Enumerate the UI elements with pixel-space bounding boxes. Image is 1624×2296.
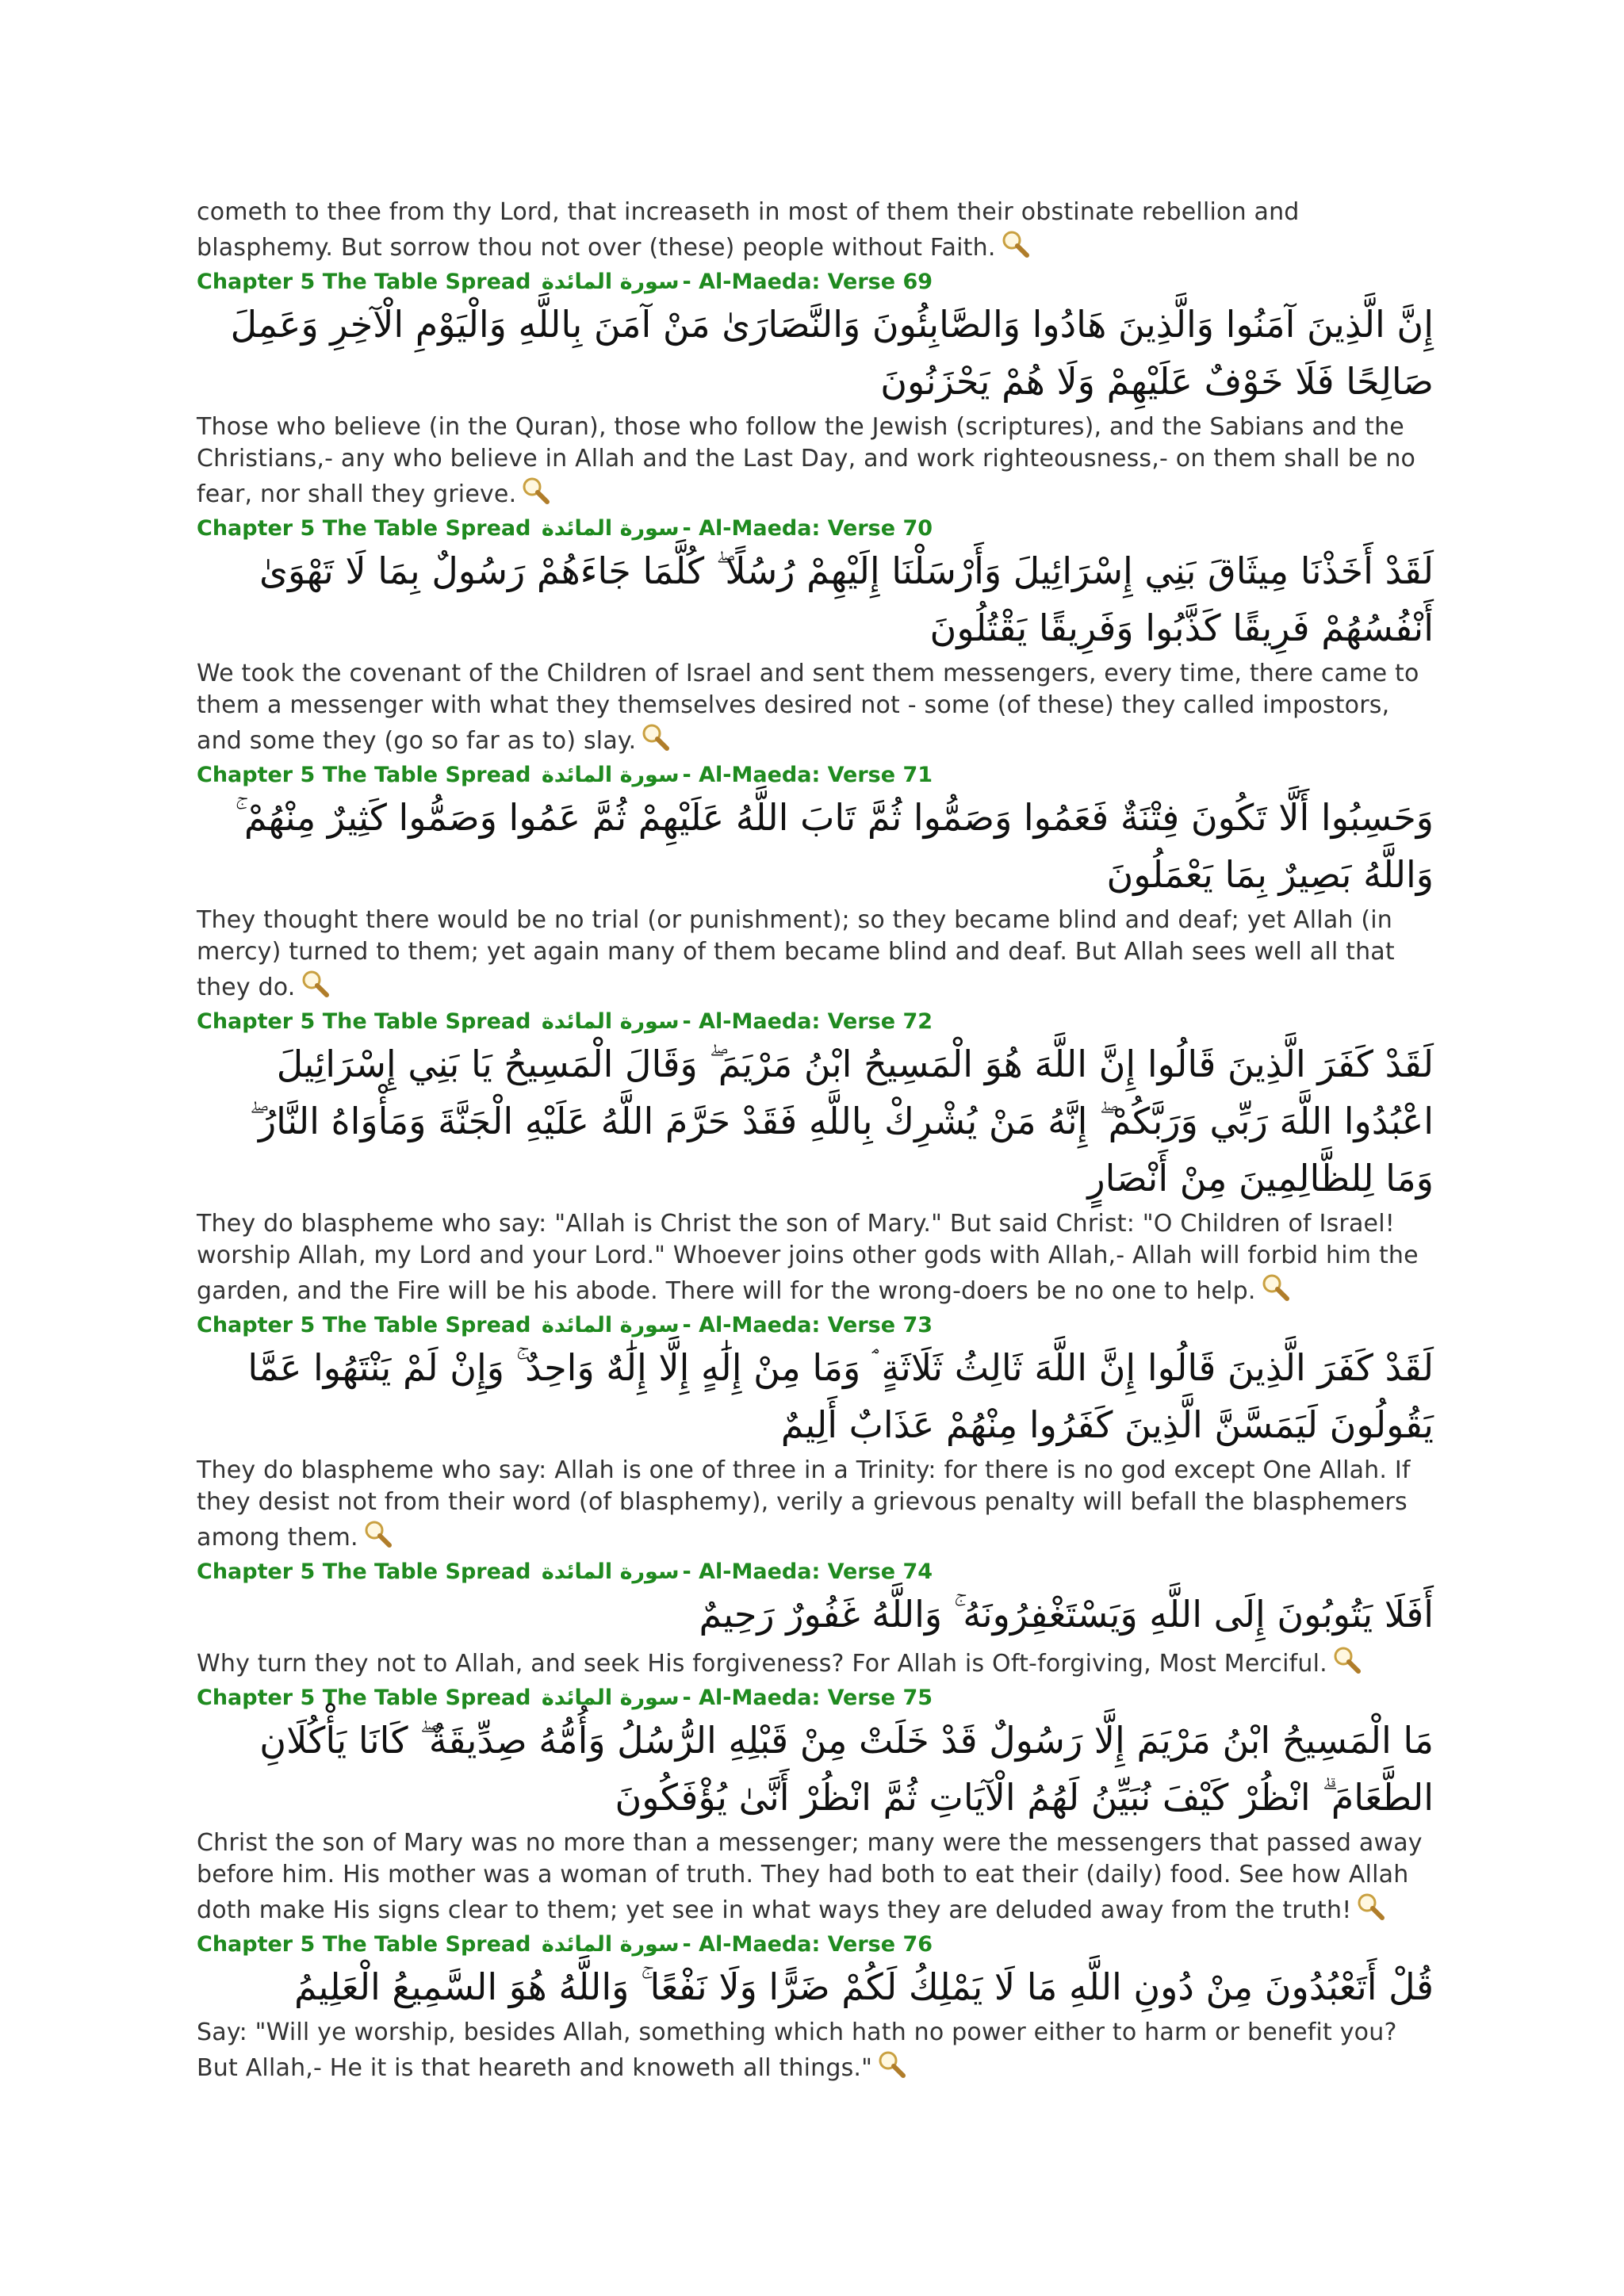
verse-header-surah-arabic: سورة المائدة — [541, 1009, 680, 1034]
translation-text: We took the covenant of the Children of Israel and sent them messengers, every time, there came to them a messenger with what they themselves desired not - some (of these) they called impostors, and some they (go so far as to) slay. — [197, 660, 1419, 755]
verse-translation — [197, 1644, 1434, 1680]
verse-76 — [197, 1933, 1434, 2084]
translation-text: Why turn they not to Allah, and seek His forgiveness? For Allah is Oft-forgiving, Most Merciful. — [197, 1650, 1327, 1678]
verse-header-verse: - Al-Maeda: Verse 70 — [682, 516, 933, 541]
verse-header-chapter: Chapter 5 The Table Spread — [197, 1313, 531, 1337]
translation-text: They do blaspheme who say: Allah is one of three in a Trinity: for there is no god except One Allah. If they desist not from their word (of blasphemy), verily a grievous penalty will befall the blasphemers among them. — [197, 1456, 1411, 1552]
translation-text: Those who believe (in the Quran), those who follow the Jewish (scriptures), and the Sabians and the Christians,- any who believe in Allah and the Last Day, and work righteousness,- on them shall be no fear, nor shall they grieve. — [197, 413, 1416, 508]
verse-arabic-text: لَقَدْ كَفَرَ الَّذِينَ قَالُوا إِنَّ اللَّهَ هُوَ الْمَسِيحُ ابْنُ مَرْيَمَ ۖ وَقَالَ الْمَسِيحُ يَا بَنِي إِسْرَائِيلَ اعْبُدُوا اللَّهَ رَبِّي وَرَبَّكُمْ ۖ إِنَّهُ مَنْ يُشْرِكْ بِاللَّهِ فَقَدْ حَرَّمَ اللَّهُ عَلَيْهِ الْجَنَّةَ وَمَأْوَاهُ النَّارُ ۖ وَمَا لِلظَّالِمِينَ مِنْ أَنْصَارٍ — [249, 1043, 1434, 1200]
lead-translation — [197, 197, 1434, 264]
verse-arabic-text: مَا الْمَسِيحُ ابْنُ مَرْيَمَ إِلَّا رَسُولٌ قَدْ خَلَتْ مِنْ قَبْلِهِ الرُّسُلُ وَأُمُّهُ صِدِّيقَةٌ ۖ كَانَا يَأْكُلَانِ الطَّعَامَ ۗ انْظُرْ كَيْفَ نُبَيِّنُ لَهُمُ الْآيَاتِ ثُمَّ انْظُرْ أَنَّىٰ يُؤْفَكُونَ — [259, 1719, 1434, 1819]
translation-text: They do blaspheme who say: "Allah is Christ the son of Mary." But said Christ: "O Children of Israel! worship Allah, my Lord and your Lord." Whoever joins other gods with Allah,- Allah will forbid him the garden, and the Fire will be his abode. There will for the wrong-doers be no one to help. — [197, 1210, 1419, 1305]
verse-72 — [197, 1010, 1434, 1307]
verse-71 — [197, 763, 1434, 1004]
translation-text: cometh to thee from thy Lord, that increaseth in most of them their obstinate rebellion and blasphemy. But sorrow thou not over (these) people without Faith. — [197, 198, 1300, 262]
verse-header-verse: - Al-Maeda: Verse 72 — [682, 1009, 933, 1034]
verse-70 — [197, 517, 1434, 757]
verse-69 — [197, 270, 1434, 511]
verse-header-chapter: Chapter 5 The Table Spread — [197, 763, 531, 787]
verse-translation — [197, 2017, 1434, 2084]
page-content — [197, 197, 1434, 2091]
translation-text: Christ the son of Mary was no more than a messenger; many were the messengers that passed away before him. His mother was a woman of truth. They had both to eat their (daily) food. See how Allah doth make His signs clear to them; yet see in what ways they are deluded away from the truth! — [197, 1829, 1423, 1924]
verse-header-verse: - Al-Maeda: Verse 73 — [682, 1313, 933, 1337]
magnifier-icon[interactable] — [1331, 1644, 1362, 1676]
verse-arabic-text: وَحَسِبُوا أَلَّا تَكُونَ فِتْنَةٌ فَعَمُوا وَصَمُّوا ثُمَّ تَابَ اللَّهُ عَلَيْهِمْ ثُمَّ عَمُوا وَصَمُّوا كَثِيرٌ مِنْهُمْ ۚ وَاللَّهُ بَصِيرٌ بِمَا يَعْمَلُونَ — [235, 796, 1434, 896]
verse-header — [197, 1560, 1434, 1584]
verse-arabic-text: قُلْ أَتَعْبُدُونَ مِنْ دُونِ اللَّهِ مَا لَا يَمْلِكُ لَكُمْ ضَرًّا وَلَا نَفْعًا ۚ وَاللَّهُ هُوَ السَّمِيعُ الْعَلِيمُ — [294, 1965, 1434, 2008]
verse-arabic-text: أَفَلَا يَتُوبُونَ إِلَى اللَّهِ وَيَسْتَغْفِرُونَهُ ۚ وَاللَّهُ غَفُورٌ رَحِيمٌ — [699, 1593, 1434, 1636]
verse-75 — [197, 1686, 1434, 1927]
verse-translation — [197, 1208, 1434, 1307]
verse-header-chapter: Chapter 5 The Table Spread — [197, 1009, 531, 1034]
magnifier-icon[interactable] — [1354, 1891, 1386, 1923]
verse-translation — [197, 658, 1434, 757]
verse-header-surah-arabic: سورة المائدة — [541, 1932, 680, 1957]
verse-header — [197, 763, 1434, 787]
verse-header — [197, 1314, 1434, 1337]
verse-header-verse: - Al-Maeda: Verse 76 — [682, 1932, 933, 1957]
verse-header-verse: - Al-Maeda: Verse 74 — [682, 1559, 933, 1584]
magnifier-icon[interactable] — [362, 1518, 393, 1550]
verse-header-chapter: Chapter 5 The Table Spread — [197, 1686, 531, 1710]
magnifier-icon[interactable] — [639, 721, 671, 753]
translation-text: Say: "Will ye worship, besides Allah, something which hath no power either to harm or benefit you? But Allah,- He it is that heareth and knoweth all things." — [197, 2019, 1397, 2082]
verse-header-surah-arabic: سورة المائدة — [541, 763, 680, 787]
verse-74 — [197, 1560, 1434, 1680]
verse-73 — [197, 1314, 1434, 1554]
verse-header-chapter: Chapter 5 The Table Spread — [197, 1559, 531, 1584]
verse-header — [197, 270, 1434, 294]
verse-arabic-text: لَقَدْ أَخَذْنَا مِيثَاقَ بَنِي إِسْرَائِيلَ وَأَرْسَلْنَا إِلَيْهِمْ رُسُلًا ۖ كُلَّمَا جَاءَهُمْ رَسُولٌ بِمَا لَا تَهْوَىٰ أَنْفُسُهُمْ فَرِيقًا كَذَّبُوا وَفَرِيقًا يَقْتُلُونَ — [259, 549, 1434, 649]
verse-header-surah-arabic: سورة المائدة — [541, 516, 680, 541]
verse-header-chapter: Chapter 5 The Table Spread — [197, 1932, 531, 1957]
magnifier-icon[interactable] — [875, 2049, 907, 2080]
verse-arabic-text: إِنَّ الَّذِينَ آمَنُوا وَالَّذِينَ هَادُوا وَالصَّابِئُونَ وَالنَّصَارَىٰ مَنْ آمَنَ بِاللَّهِ وَالْيَوْمِ الْآخِرِ وَعَمِلَ صَالِحًا فَلَا خَوْفٌ عَلَيْهِمْ وَلَا هُمْ يَحْزَنُونَ — [230, 303, 1434, 403]
magnifier-icon[interactable] — [999, 228, 1031, 260]
verse-arabic-text: لَقَدْ كَفَرَ الَّذِينَ قَالُوا إِنَّ اللَّهَ ثَالِثُ ثَلَاثَةٍ ۘ وَمَا مِنْ إِلَٰهٍ إِلَّا إِلَٰهٌ وَاحِدٌ ۚ وَإِنْ لَمْ يَنْتَهُوا عَمَّا يَقُولُونَ لَيَمَسَّنَّ الَّذِينَ كَفَرُوا مِنْهُمْ عَذَابٌ أَلِيمٌ — [247, 1346, 1434, 1446]
verse-header — [197, 1933, 1434, 1957]
verse-translation — [197, 1827, 1434, 1927]
verse-translation — [197, 905, 1434, 1004]
translation-text: They thought there would be no trial (or punishment); so they became blind and deaf; yet Allah (in mercy) turned to them; yet again many of them became blind and deaf. But Allah sees well all that they do. — [197, 906, 1395, 1001]
verse-translation — [197, 1455, 1434, 1554]
verse-header-surah-arabic: سورة المائدة — [541, 270, 680, 294]
verse-translation — [197, 411, 1434, 511]
verse-header — [197, 1010, 1434, 1034]
magnifier-icon[interactable] — [1259, 1272, 1291, 1303]
verse-header-surah-arabic: سورة المائدة — [541, 1686, 680, 1710]
verse-header-surah-arabic: سورة المائدة — [541, 1313, 680, 1337]
verse-header-chapter: Chapter 5 The Table Spread — [197, 516, 531, 541]
magnifier-icon[interactable] — [299, 968, 331, 1000]
verse-header-chapter: Chapter 5 The Table Spread — [197, 270, 531, 294]
verse-header — [197, 517, 1434, 541]
verse-header-verse: - Al-Maeda: Verse 69 — [682, 270, 933, 294]
verse-header-verse: - Al-Maeda: Verse 75 — [682, 1686, 933, 1710]
verse-header-verse: - Al-Maeda: Verse 71 — [682, 763, 933, 787]
verse-header — [197, 1686, 1434, 1710]
magnifier-icon[interactable] — [519, 475, 551, 507]
verse-header-surah-arabic: سورة المائدة — [541, 1559, 680, 1584]
